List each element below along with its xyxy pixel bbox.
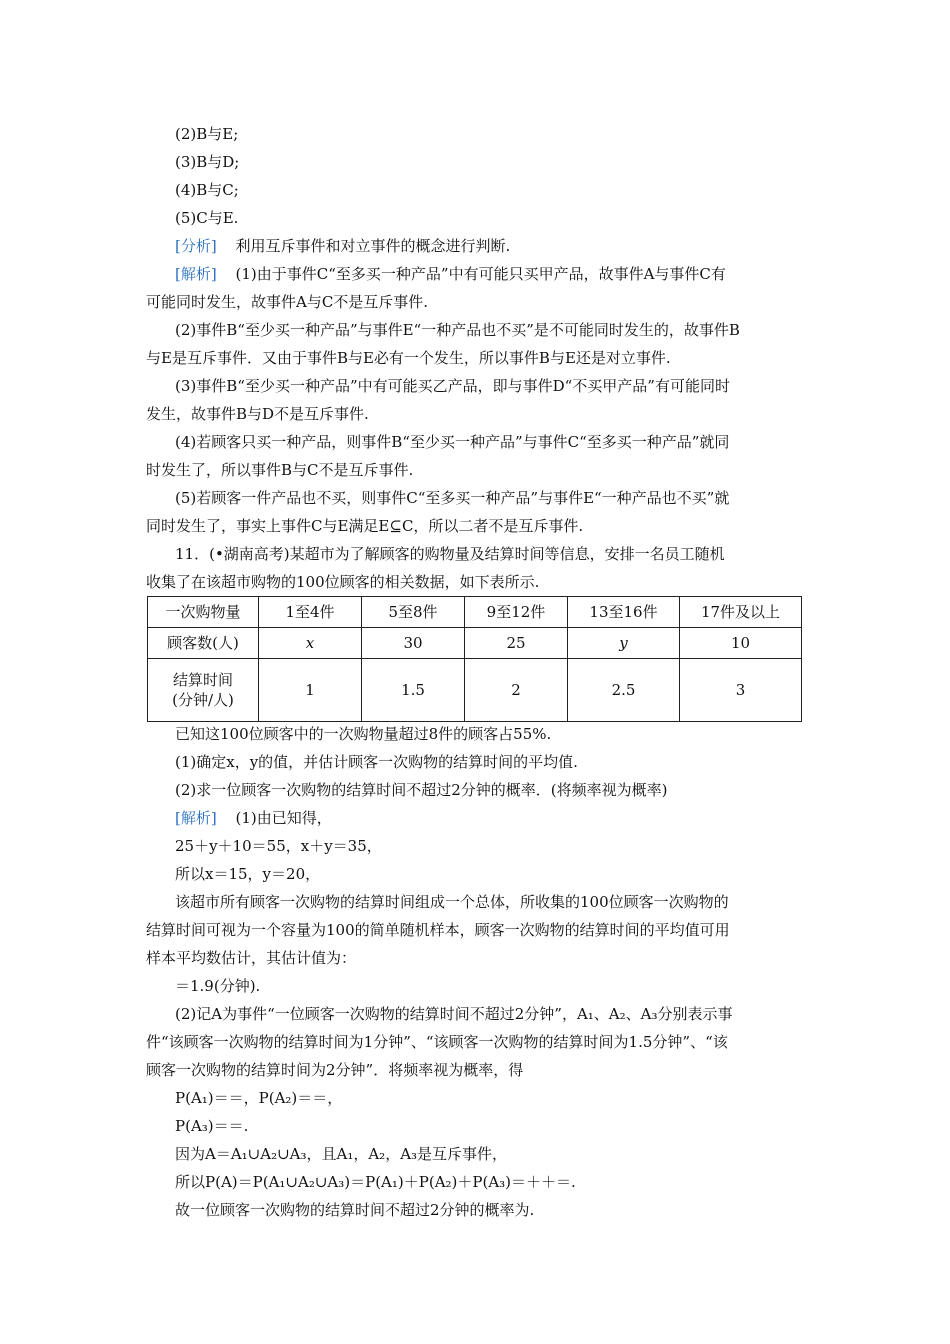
mean-value: ＝1.9(分钟). [175, 977, 261, 995]
solution11-p2-line3: 顾客一次购物的结算时间为2分钟”．将频率视为概率，得 [146, 1061, 524, 1079]
solution10-p4-line1: (4)若顾客只买一种产品，则事件B“至少买一种产品”与事件C“至多买一种产品”就同 [175, 433, 730, 451]
solution10-p5-line2: 同时发生了，事实上事件C与E满足E⊆C，所以二者不是互斥事件. [146, 517, 584, 535]
equation-2: 所以x＝15，y＝20， [175, 865, 321, 883]
table-cell: 17件及以上 [680, 597, 802, 628]
table-cell: 10 [680, 628, 802, 659]
analysis-line [175, 236, 510, 256]
problem11-line2: 收集了在该超市购物的100位顾客的相关数据，如下表所示. [146, 573, 540, 591]
solution10-p3-line2: 发生，故事件B与D不是互斥事件. [146, 405, 369, 423]
table-cell: y [568, 628, 680, 659]
solution10-p2-line1: (2)事件B“至少买一种产品”与事件E“一种产品也不买”是不可能同时发生的，故事件B [175, 321, 740, 339]
table-cell: 一次购物量 [148, 597, 259, 628]
union-line: 因为A＝A₁∪A₂∪A₃，且A₁，A₂，A₃是互斥事件， [175, 1145, 508, 1163]
solution11-line1 [175, 808, 332, 828]
time-label-line1: 结算时间 [172, 671, 233, 689]
equation-1: 25＋y＋10＝55，x＋y＝35， [175, 837, 382, 855]
conclusion-line: 故一位顾客一次购物的结算时间不超过2分钟的概率为. [175, 1201, 535, 1219]
solution11-para1-line3: 样本平均数估计，其估计值为： [146, 949, 357, 967]
table-header-row [148, 597, 802, 628]
solution10-p5-line1: (5)若顾客一件产品也不买，则事件C“至多买一种产品”与事件E“一种产品也不买”就 [175, 489, 730, 507]
question-2: (2)求一位顾客一次购物的结算时间不超过2分钟的概率．(将频率视为概率) [175, 781, 668, 799]
item-2: (2)B与E; [175, 125, 239, 143]
item-4: (4)B与C; [175, 181, 239, 199]
solution11-s1: (1)由已知得， [235, 809, 332, 827]
solution10-p1-text: (1)由于事件C“至多买一种产品”中有可能只买甲产品，故事件A与事件C有 [235, 265, 726, 283]
table-cell: 13至16件 [568, 597, 680, 628]
table-cell: 1 [259, 659, 362, 722]
table-cell-time-label [148, 659, 259, 722]
table-cell: 9至12件 [465, 597, 568, 628]
question-1: (1)确定x，y的值，并估计顾客一次购物的结算时间的平均值. [175, 753, 578, 771]
analysis-tag: [分析] [175, 237, 217, 255]
solution11-tag: [解析] [175, 809, 217, 827]
table-cell: 2 [465, 659, 568, 722]
table-cell: 2.5 [568, 659, 680, 722]
sum-line: 所以P(A)＝P(A₁∪A₂∪A₃)＝P(A₁)＋P(A₂)＋P(A₃)＝＋＋＝. [175, 1173, 576, 1191]
solution10-p1-line1 [175, 264, 726, 284]
problem11-line1: 11．(•湖南高考)某超市为了解顾客的购物量及结算时间等信息，安排一名员工随机 [175, 545, 725, 563]
solution11-para1-line1: 该超市所有顾客一次购物的结算时间组成一个总体，所收集的100位顾客一次购物的 [175, 893, 729, 911]
analysis-text: 利用互斥事件和对立事件的概念进行判断. [235, 237, 511, 255]
shopping-data-table [147, 596, 802, 722]
given-line: 已知这100位顾客中的一次购物量超过8件的顾客占55%. [175, 725, 552, 743]
probability-a1-a2: P(A₁)＝＝，P(A₂)＝＝， [175, 1089, 343, 1107]
table-cell: 1.5 [362, 659, 465, 722]
table-cell: 25 [465, 628, 568, 659]
table-cell: x [259, 628, 362, 659]
solution11-para1-line2: 结算时间可视为一个容量为100的简单随机样本，顾客一次购物的结算时间的平均值可用 [146, 921, 730, 939]
probability-a3: P(A₃)＝＝. [175, 1117, 249, 1135]
solution10-p1-line2: 可能同时发生，故事件A与C不是互斥事件. [146, 293, 429, 311]
item-5: (5)C与E. [175, 209, 239, 227]
solution11-p2-line1: (2)记A为事件“一位顾客一次购物的结算时间不超过2分钟”，A₁、A₂、A₃分别表示事 [175, 1005, 733, 1023]
time-label-line2: (分钟/人) [172, 691, 234, 709]
table-cell: 1至4件 [259, 597, 362, 628]
table-cell: 5至8件 [362, 597, 465, 628]
solution10-tag: [解析] [175, 265, 217, 283]
table-cell: 30 [362, 628, 465, 659]
solution11-p2-line2: 件“该顾客一次购物的结算时间为1分钟”、“该顾客一次购物的结算时间为1.5分钟”、“该 [146, 1033, 728, 1051]
table-row-customers [148, 628, 802, 659]
solution10-p2-line2: 与E是互斥事件．又由于事件B与E必有一个发生，所以事件B与E还是对立事件. [146, 349, 671, 367]
table-cell: 顾客数(人) [148, 628, 259, 659]
table-row-time [148, 659, 802, 722]
item-3: (3)B与D; [175, 153, 240, 171]
solution10-p3-line1: (3)事件B“至少买一种产品”中有可能买乙产品，即与事件D“不买甲产品”有可能同时 [175, 377, 730, 395]
table-cell: 3 [680, 659, 802, 722]
solution10-p4-line2: 时发生了，所以事件B与C不是互斥事件. [146, 461, 414, 479]
